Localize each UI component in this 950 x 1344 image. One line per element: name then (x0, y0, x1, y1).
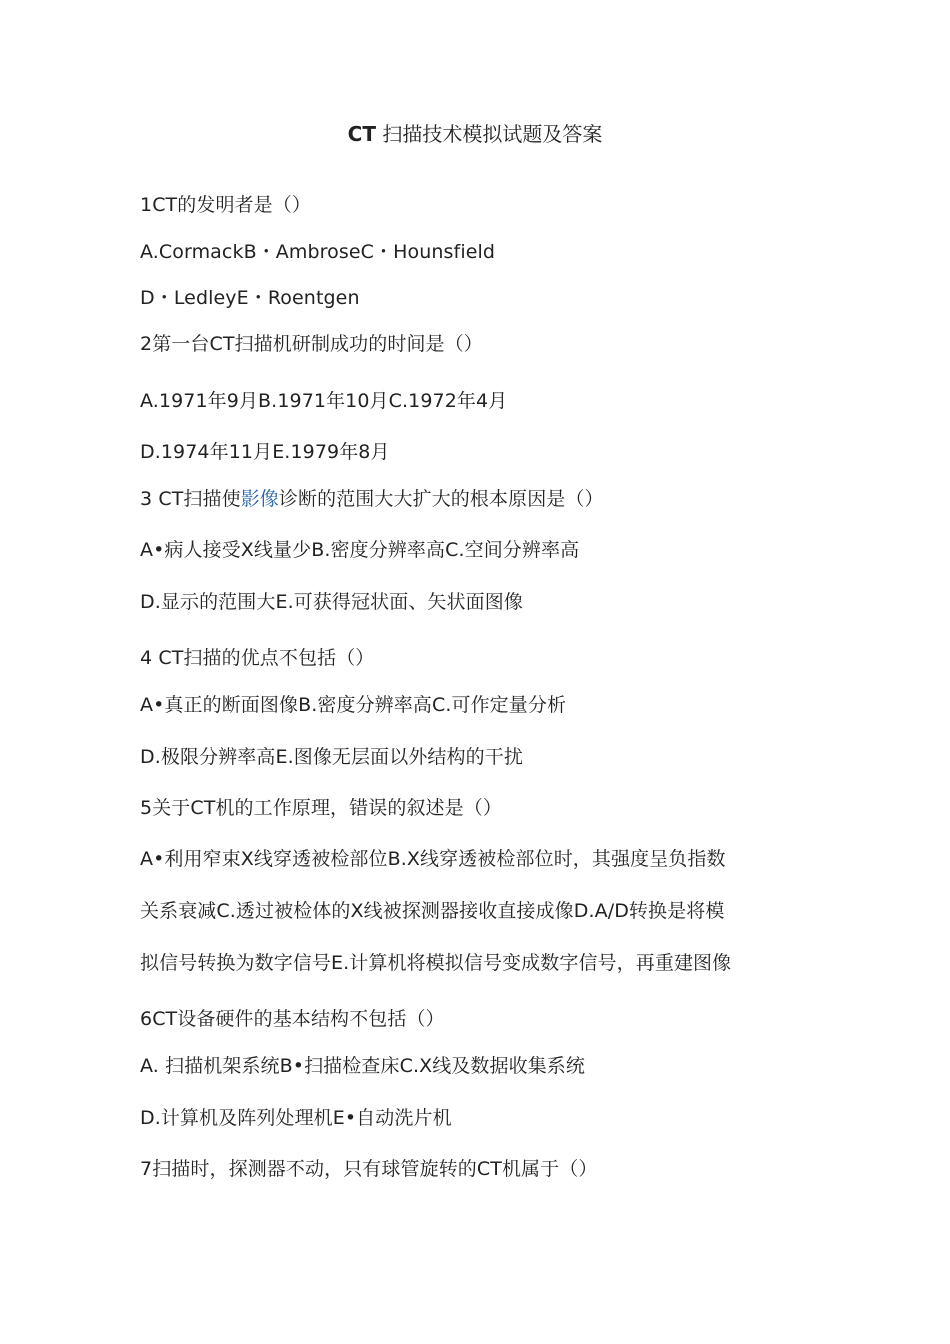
document-title (0, 120, 950, 148)
question-1-options-b: D・LedleyE・Roentgen (140, 287, 360, 309)
question-5: 5关于CT机的工作原理，错误的叙述是（） (140, 797, 502, 819)
title-abbrev: CT (347, 122, 376, 146)
question-1-options-a: A.CormackB・AmbroseC・Hounsfield (140, 241, 496, 263)
question-5-options-line-1: A•利用窄束X线穿透被检部位B.X线穿透被检部位时，其强度呈负指数 (140, 848, 726, 870)
question-3-part-2: 诊断的范围大大扩大的根本原因是（） (278, 488, 604, 510)
question-2-options-a: A.1971年9月B.1971年10月C.1972年4月 (140, 390, 508, 412)
question-4-options-a: A•真正的断面图像B.密度分辨率高C.可作定量分析 (140, 694, 567, 716)
question-2: 2第一台CT扫描机研制成功的时间是（） (140, 333, 483, 355)
imaging-link[interactable]: 影像 (240, 488, 279, 510)
question-5-options-line-3: 拟信号转换为数字信号E.计算机将模拟信号变成数字信号，再重建图像 (140, 952, 732, 974)
question-4: 4 CT扫描的优点不包括（） (140, 647, 375, 669)
question-3-part-1: 3 CT扫描使 (140, 488, 241, 510)
question-3 (140, 486, 604, 512)
question-5-options-line-2: 关系衰减C.透过被检体的X线被探测器接收直接成像D.A/D转换是将模 (140, 900, 725, 922)
question-4-options-b: D.极限分辨率高E.图像无层面以外结构的干扰 (140, 746, 523, 768)
question-6-options-a: A. 扫描机架系统B•扫描检查床C.X线及数据收集系统 (140, 1055, 586, 1077)
question-1: 1CT的发明者是（） (140, 194, 311, 216)
question-7: 7扫描时，探测器不动，只有球管旋转的CT机属于（） (140, 1158, 598, 1180)
question-2-options-b: D.1974年11月E.1979年8月 (140, 441, 390, 463)
question-3-options-b: D.显示的范围大E.可获得冠状面、矢状面图像 (140, 591, 523, 613)
question-3-options-a: A•病人接受X线量少B.密度分辨率高C.空间分辨率高 (140, 539, 580, 561)
question-6-options-b: D.计算机及阵列处理机E•自动洗片机 (140, 1107, 452, 1129)
title-text: 扫描技术模拟试题及答案 (382, 122, 603, 146)
question-6: 6CT设备硬件的基本结构不包括（） (140, 1008, 445, 1030)
